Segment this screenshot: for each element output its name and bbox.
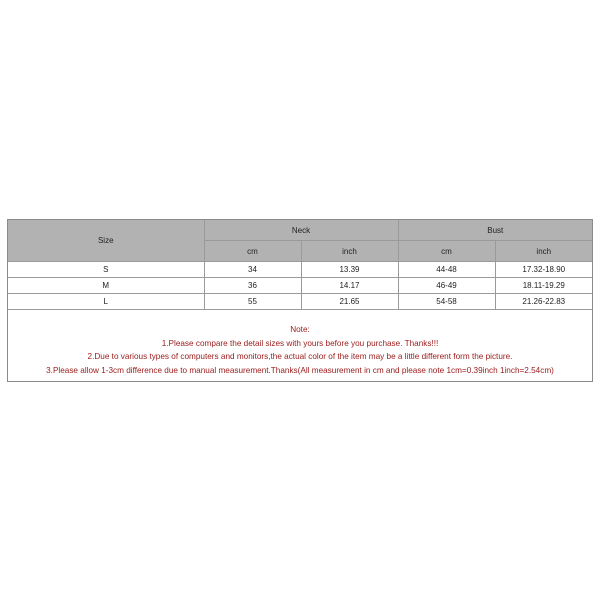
neck-inch-cell: 13.39 (301, 262, 398, 278)
table-row (8, 294, 592, 310)
table-header-row (8, 220, 592, 241)
bust-cm-cell: 44-48 (398, 262, 495, 278)
bust-group-header: Bust (398, 220, 592, 241)
bust-cm-cell: 46-49 (398, 278, 495, 294)
notes-section (8, 310, 592, 381)
neck-cm-header: cm (204, 241, 301, 262)
note-line-1: 1.Please compare the detail sizes with yours before you purchase. Thanks!!! (161, 338, 439, 348)
size-column-header: Size (8, 220, 204, 262)
note-title: Note: (290, 325, 310, 334)
neck-inch-cell: 14.17 (301, 278, 398, 294)
bust-inch-cell: 17.32-18.90 (495, 262, 592, 278)
neck-group-header: Neck (204, 220, 398, 241)
table-row (8, 262, 592, 278)
neck-cm-cell: 55 (204, 294, 301, 310)
bust-inch-cell: 18.11-19.29 (495, 278, 592, 294)
neck-inch-cell: 21.65 (301, 294, 398, 310)
bust-inch-header: inch (495, 241, 592, 262)
bust-cm-header: cm (398, 241, 495, 262)
neck-cm-cell: 34 (204, 262, 301, 278)
size-cell: S (8, 262, 204, 278)
note-line-3: 3.Please allow 1-3cm difference due to manual measurement.Thanks(All measurement in cm and please note 1cm=0.39inch 1inch=2.54cm) (46, 365, 554, 375)
neck-inch-header: inch (301, 241, 398, 262)
note-line-2: 2.Due to various types of computers and monitors,the actual color of the item may be a little different form the picture. (87, 352, 513, 361)
size-chart (7, 219, 593, 382)
bust-inch-cell: 21.26-22.83 (495, 294, 592, 310)
table-row (8, 278, 592, 294)
size-cell: L (8, 294, 204, 310)
size-table (8, 220, 592, 310)
size-cell: M (8, 278, 204, 294)
neck-cm-cell: 36 (204, 278, 301, 294)
bust-cm-cell: 54-58 (398, 294, 495, 310)
